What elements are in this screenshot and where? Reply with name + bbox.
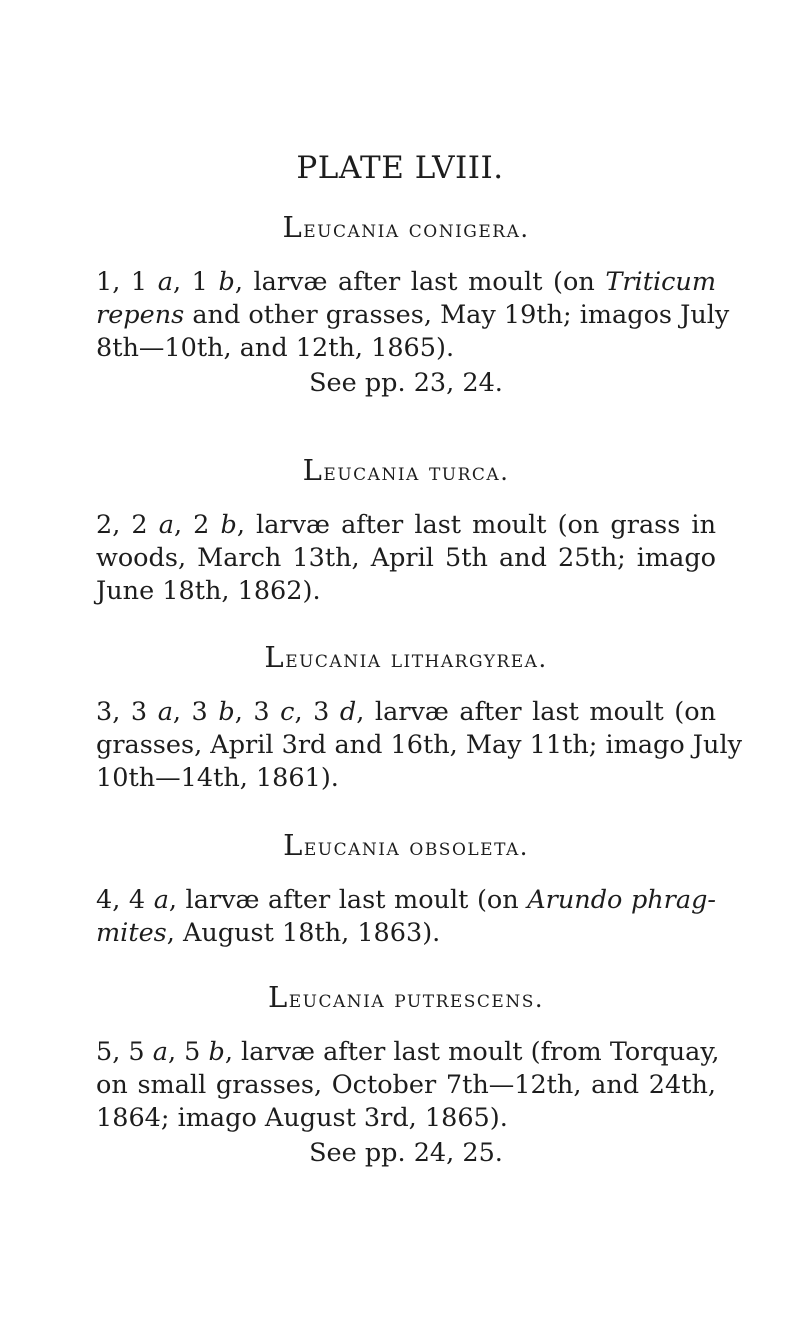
page-reference: See pp. 24, 25. bbox=[309, 1138, 503, 1168]
species-section-lithargyrea bbox=[96, 640, 743, 795]
species-heading: Leucania conigera. bbox=[282, 210, 530, 244]
species-description bbox=[96, 266, 730, 365]
species-description bbox=[96, 884, 716, 950]
page-reference: See pp. 23, 24. bbox=[309, 368, 503, 398]
description-line: grasses, April 3rd and 16th, May 11th; imago July bbox=[96, 730, 743, 760]
description-line: 4, 4 a, larvæ after last moult (on Arundo phrag- bbox=[96, 885, 717, 915]
description-line: 3, 3 a, 3 b, 3 c, 3 d, larvæ after last moult (on bbox=[96, 697, 717, 727]
description-line: on small grasses, October 7th—12th, and 24th, bbox=[96, 1070, 716, 1100]
plate-title: PLATE LVIII. bbox=[296, 150, 504, 186]
species-section-putrescens bbox=[96, 980, 720, 1170]
description-line: 10th—14th, 1861). bbox=[96, 763, 339, 793]
description-line: woods, March 13th, April 5th and 25th; imago bbox=[96, 543, 716, 573]
species-heading: Leucania putrescens. bbox=[267, 980, 544, 1014]
species-heading: Leucania obsoleta. bbox=[283, 828, 529, 862]
species-heading: Leucania turca. bbox=[302, 453, 510, 487]
species-section-turca bbox=[96, 453, 716, 608]
species-heading: Leucania lithargyrea. bbox=[264, 640, 548, 674]
description-line: 8th—10th, and 12th, 1865). bbox=[96, 333, 455, 363]
description-line: mites, August 18th, 1863). bbox=[96, 918, 441, 948]
description-line: 5, 5 a, 5 b, larvæ after last moult (from Torquay, bbox=[96, 1037, 720, 1067]
species-description bbox=[96, 696, 743, 795]
description-line: 1864; imago August 3rd, 1865). bbox=[96, 1103, 508, 1133]
description-line: 2, 2 a, 2 b, larvæ after last moult (on grass in bbox=[96, 510, 717, 540]
species-section-obsoleta bbox=[96, 828, 716, 950]
description-line: June 18th, 1862). bbox=[96, 576, 321, 606]
species-description bbox=[96, 509, 716, 608]
description-line: 1, 1 a, 1 b, larvæ after last moult (on Triticum bbox=[96, 267, 717, 297]
description-line: repens and other grasses, May 19th; imagos July bbox=[96, 300, 730, 330]
species-section-conigera bbox=[96, 210, 730, 400]
species-description bbox=[96, 1036, 720, 1135]
